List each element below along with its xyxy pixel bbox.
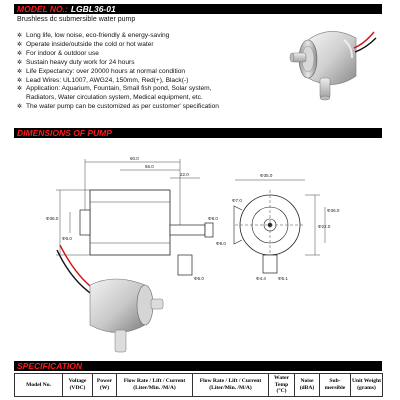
- dim-label: Φ35.0: [260, 173, 273, 178]
- bullet-icon: ✲: [17, 104, 23, 111]
- column-header: Voltage (VDC): [63, 374, 93, 397]
- feature-item: ✲ For indoor & outdoor use: [17, 49, 99, 57]
- feature-item: ✲ Lead Wires: UL1007, AWG24, 150mm, Red(+), Black(-): [17, 76, 189, 84]
- feature-item-continued: Radiators, Water circulation system, Medical equipment, etc.: [26, 94, 203, 102]
- lead-wires: [354, 32, 376, 52]
- bullet-icon: ✲: [17, 68, 23, 75]
- black-wire: [57, 250, 93, 295]
- dim-label: Φ4.4: [256, 276, 266, 281]
- dim-label: Φ36.0: [46, 216, 59, 221]
- specification-label: SPECIFICATION: [17, 361, 83, 371]
- dim-label: Φ7.0: [232, 198, 242, 203]
- dim-label: Φ22.0: [318, 224, 331, 229]
- model-bar: [14, 4, 382, 14]
- dimensions-bar: [14, 128, 382, 138]
- dim-label: Φ6.0: [62, 236, 72, 241]
- feature-item: ✲ Long life, low noise, eco-friendly & energy-saving: [17, 32, 170, 39]
- bullet-icon: ✲: [17, 59, 23, 66]
- bullet-icon: ✲: [17, 77, 23, 84]
- column-header: Unit Weight (grams): [351, 374, 383, 397]
- pump-photo-2: [55, 245, 165, 360]
- column-header: Flow Rate / Lift / Current (Liter/Min. /M/A): [117, 374, 193, 397]
- feature-item: ✲ Operate inside/outside the cold or hot water: [17, 40, 154, 48]
- column-header: Power (W): [93, 374, 117, 397]
- dim-label: Φ5.0: [194, 276, 204, 281]
- dim-label: Φ9.0: [216, 241, 226, 246]
- dim-label: 60.0: [130, 156, 139, 161]
- feature-item: ✲ Sustain heavy duty work for 24 hours: [17, 58, 135, 66]
- column-header: Water Temp (°C): [269, 374, 295, 397]
- column-header: Flow Rate / Lift / Current (Liter/Min. /M/A): [193, 374, 269, 397]
- feature-item: ✲ The water pump can be customized as per customer' specification: [17, 103, 219, 111]
- dim-label: Φ5.1: [278, 276, 288, 281]
- dim-label: 56.0: [145, 164, 154, 169]
- column-header: Noise (dBA): [295, 374, 320, 397]
- bullet-icon: ✲: [17, 41, 23, 48]
- red-wire: [60, 245, 95, 290]
- specification-table: [14, 373, 383, 397]
- product-description: Brushless dc submersible water pump: [17, 16, 136, 23]
- model-label: MODEL NO.:: [17, 4, 68, 14]
- feature-item: ✲ Life Expectancy: over 20000 hours at normal condition: [17, 67, 186, 75]
- feature-list: [17, 32, 219, 112]
- dim-label: Φ36.0: [327, 208, 340, 213]
- pump-body: [290, 31, 356, 100]
- table-header-row: [15, 374, 383, 397]
- pump-photo: [278, 18, 378, 113]
- bullet-icon: ✲: [17, 33, 23, 39]
- feature-item: ✲ Application: Aquarium, Fountain, Small fish pond, Solar system,: [17, 85, 212, 93]
- column-header: Sub-mersible: [320, 374, 351, 397]
- model-value: LGBL36-01: [70, 4, 116, 14]
- column-header: Model No.: [15, 374, 63, 397]
- bullet-icon: ✲: [17, 86, 23, 93]
- bullet-icon: ✲: [17, 50, 23, 57]
- dim-label: 22.0: [180, 172, 189, 177]
- dimensions-label: DIMENSIONS OF PUMP: [17, 128, 112, 138]
- specification-bar: [14, 361, 382, 371]
- dim-label: Φ8.0: [208, 216, 218, 221]
